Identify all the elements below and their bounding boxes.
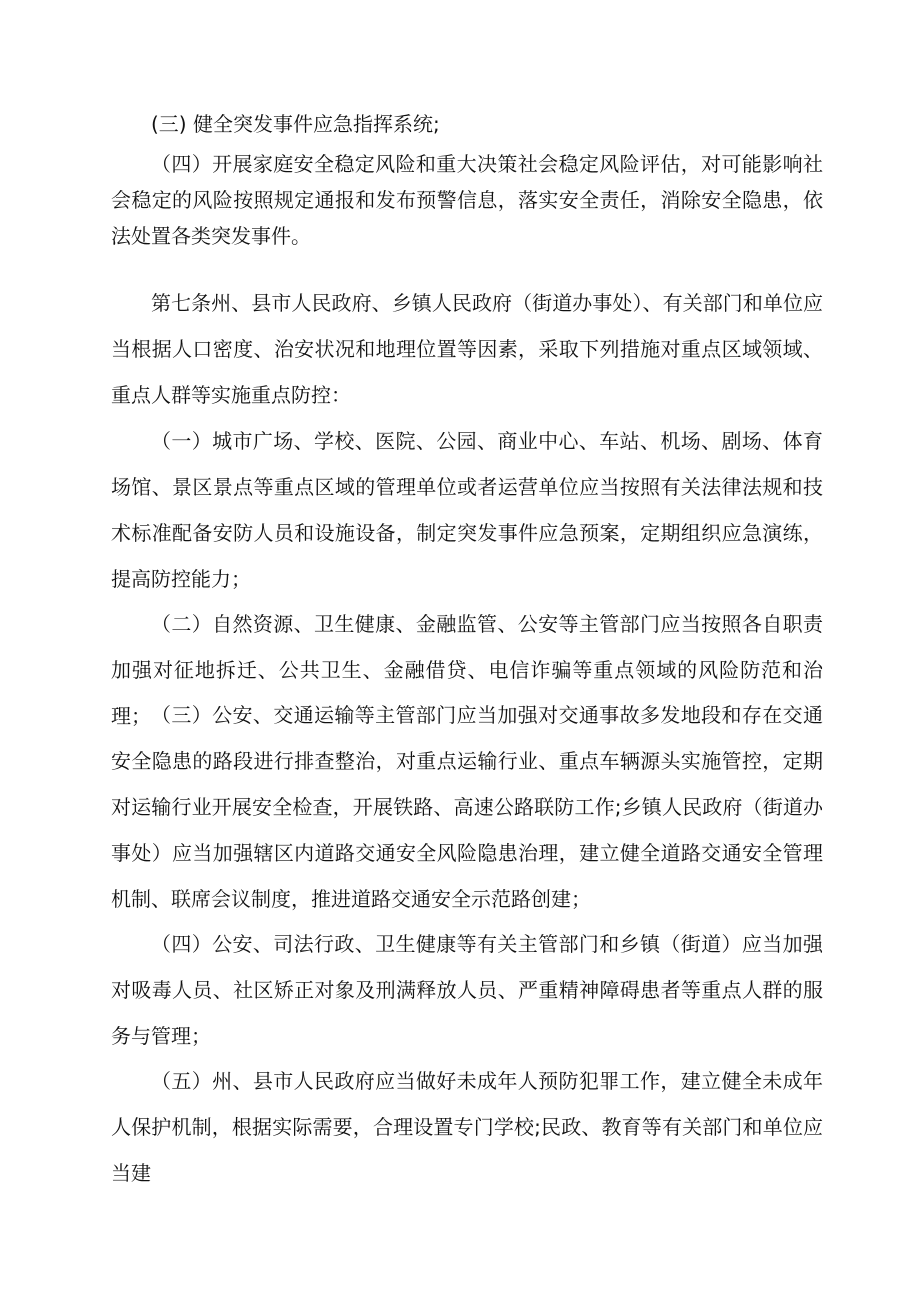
paragraph-traffic-safety: （三）公安、交通运输等主管部门应当加强对交通事故多发地段和存在交通安全隐患的路段进行排查整治，对重点运输行业、重点车辆源头实施管控，定期对运输行业开展安全检查，开展铁路、高速公路联防工作;乡镇人民政府（街道办事处）应当加强辖区内道路交通安全风险隐患治理，建立健全道路交通安全管理机制、联席会议制度，推进道路交通安全示范路创建； xyxy=(111,703,823,911)
paragraph-emergency-command: (三) 健全突发事件应急指挥系统; xyxy=(151,112,440,136)
paragraph-key-fields: （二）自然资源、卫生健康、金融监管、公安等主管部门应当按照各自职责加强对征地拆迁、公共卫生、金融借贷、电信诈骗等重点领域的风险防范和治理； xyxy=(111,612,823,728)
paragraph-article-seven: 第七条州、县市人民政府、乡镇人民政府（街道办事处）、有关部门和单位应当根据人口密度、治安状况和地理位置等因素，采取下列措施对重点区域领域、重点人群等实施重点防控： xyxy=(111,291,823,407)
paragraph-key-areas: （一）城市广场、学校、医院、公园、商业中心、车站、机场、剧场、体育场馆、景区景点等重点区域的管理单位或者运营单位应当按照有关法律法规和技术标准配备安防人员和设施设备，制定突发事件应急预案，定期组织应急演练，提高防控能力； xyxy=(111,429,823,591)
paragraph-minors-protection: （五）州、县市人民政府应当做好未成年人预防犯罪工作，建立健全未成年人保护机制，根据实际需要，合理设置专门学校;民政、教育等有关部门和单位应当建 xyxy=(111,1069,823,1185)
paragraph-risk-assessment: （四）开展家庭安全稳定风险和重大决策社会稳定风险评估，对可能影响社会稳定的风险按照规定通报和发布预警信息，落实安全责任，消除安全隐患，依法处置各类突发事件。 xyxy=(111,152,823,248)
paragraph-key-groups: （四）公安、司法行政、卫生健康等有关主管部门和乡镇（街道）应当加强对吸毒人员、社区矫正对象及刑满释放人员、严重精神障碍患者等重点人群的服务与管理； xyxy=(111,932,823,1048)
